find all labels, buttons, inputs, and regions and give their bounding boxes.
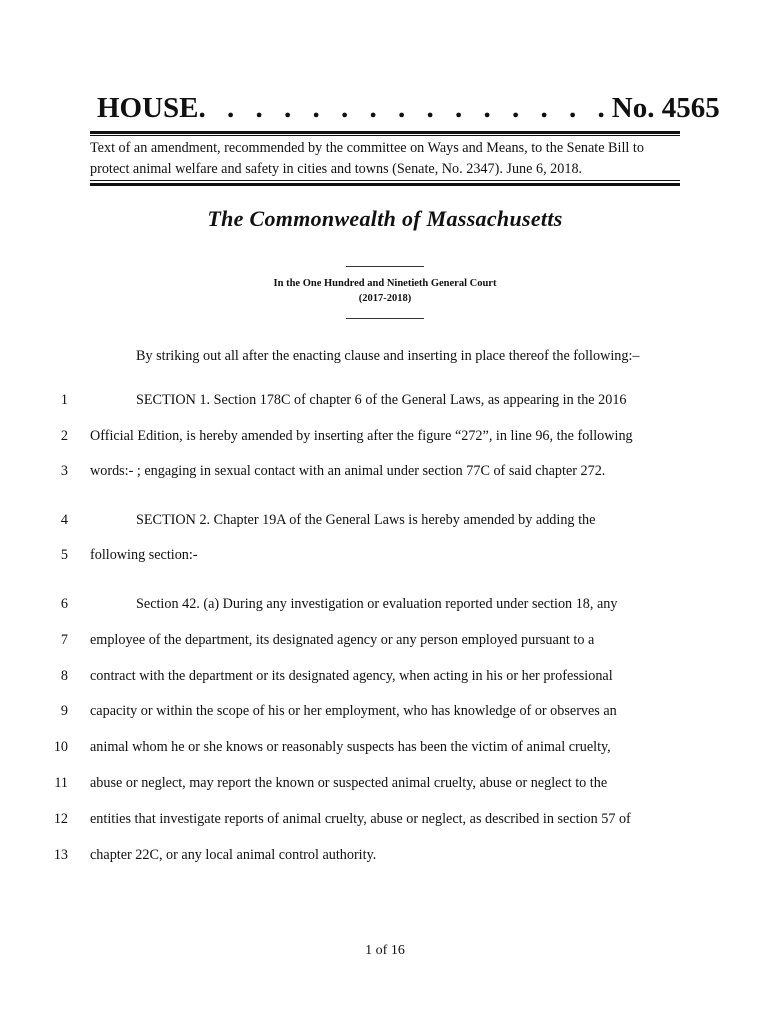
bill-line: [0, 547, 770, 569]
bill-line: [0, 739, 770, 761]
line-number: 4: [60, 512, 68, 528]
bill-header: [97, 92, 720, 132]
bill-line: [0, 703, 770, 725]
bill-line: [0, 463, 770, 485]
bill-line: [0, 428, 770, 450]
chamber-label: HOUSE: [97, 92, 199, 124]
line-text: abuse or neglect, may report the known or suspected animal cruelty, abuse or neglect to the: [90, 775, 608, 791]
bill-line: [0, 847, 770, 869]
line-text: chapter 22C, or any local animal control authority.: [90, 847, 377, 863]
line-number: 6: [60, 596, 68, 612]
page-number: 1 of 16: [365, 943, 405, 958]
line-number: 12: [53, 811, 68, 827]
line-number: 7: [60, 632, 68, 648]
line-number: 2: [60, 428, 68, 444]
line-text: SECTION 1. Section 178C of chapter 6 of the General Laws, as appearing in the 2016: [136, 392, 627, 408]
line-text: SECTION 2. Chapter 19A of the General Laws is hereby amended by adding the: [136, 512, 596, 528]
line-number: 11: [54, 775, 68, 791]
commonwealth-title: The Commonwealth of Massachusetts: [207, 206, 563, 231]
amendment-intro: By striking out all after the enacting clause and inserting in place thereof the following:–: [136, 348, 640, 364]
bill-line: [0, 632, 770, 654]
line-text: Section 42. (a) During any investigation or evaluation reported under section 18, any: [136, 596, 618, 612]
court-rule-top: [346, 266, 424, 267]
summary-rule-thin: [90, 180, 680, 181]
line-number: 8: [60, 668, 68, 684]
bill-number: No. 4565: [611, 92, 720, 124]
summary-rule-thick: [90, 183, 680, 186]
line-number: 9: [60, 703, 68, 719]
bill-line: [0, 668, 770, 690]
line-text: animal whom he or she knows or reasonably suspects has been the victim of animal cruelty,: [90, 739, 611, 755]
bill-line: [0, 775, 770, 797]
line-text: Official Edition, is hereby amended by inserting after the figure “272”, in line 96, the following: [90, 428, 633, 444]
line-number: 3: [60, 463, 68, 479]
header-rule-top-thin: [90, 135, 680, 136]
line-text: entities that investigate reports of animal cruelty, abuse or neglect, as described in section 57 of: [90, 811, 631, 827]
line-text: words:- ; engaging in sexual contact with an animal under section 77C of said chapter 272.: [90, 463, 606, 479]
bill-line: [0, 811, 770, 833]
court-session: In the One Hundred and Ninetieth General Court: [273, 278, 497, 289]
court-years: (2017-2018): [358, 293, 412, 304]
bill-line: [0, 392, 770, 414]
line-number: 5: [60, 547, 68, 563]
bill-line: [0, 596, 770, 618]
header-leader-dots: . . . . . . . . . . . . . . .: [198, 92, 612, 124]
line-number: 10: [53, 739, 68, 755]
line-text: following section:-: [90, 547, 198, 563]
line-text: contract with the department or its designated agency, when acting in his or her professional: [90, 668, 613, 684]
line-number: 1: [60, 392, 68, 408]
line-number: 13: [53, 847, 68, 863]
line-text: capacity or within the scope of his or her employment, who has knowledge of or observes an: [90, 703, 617, 719]
bill-line: [0, 512, 770, 534]
line-text: employee of the department, its designated agency or any person employed pursuant to a: [90, 632, 595, 648]
court-rule-bottom: [346, 318, 424, 319]
bill-summary: Text of an amendment, recommended by the committee on Ways and Means, to the Senate Bill to protect animal welfare and safety in cities and towns (Senate, No. 2347). June 6, 2018.: [90, 140, 644, 177]
header-rule-top: [90, 131, 680, 134]
